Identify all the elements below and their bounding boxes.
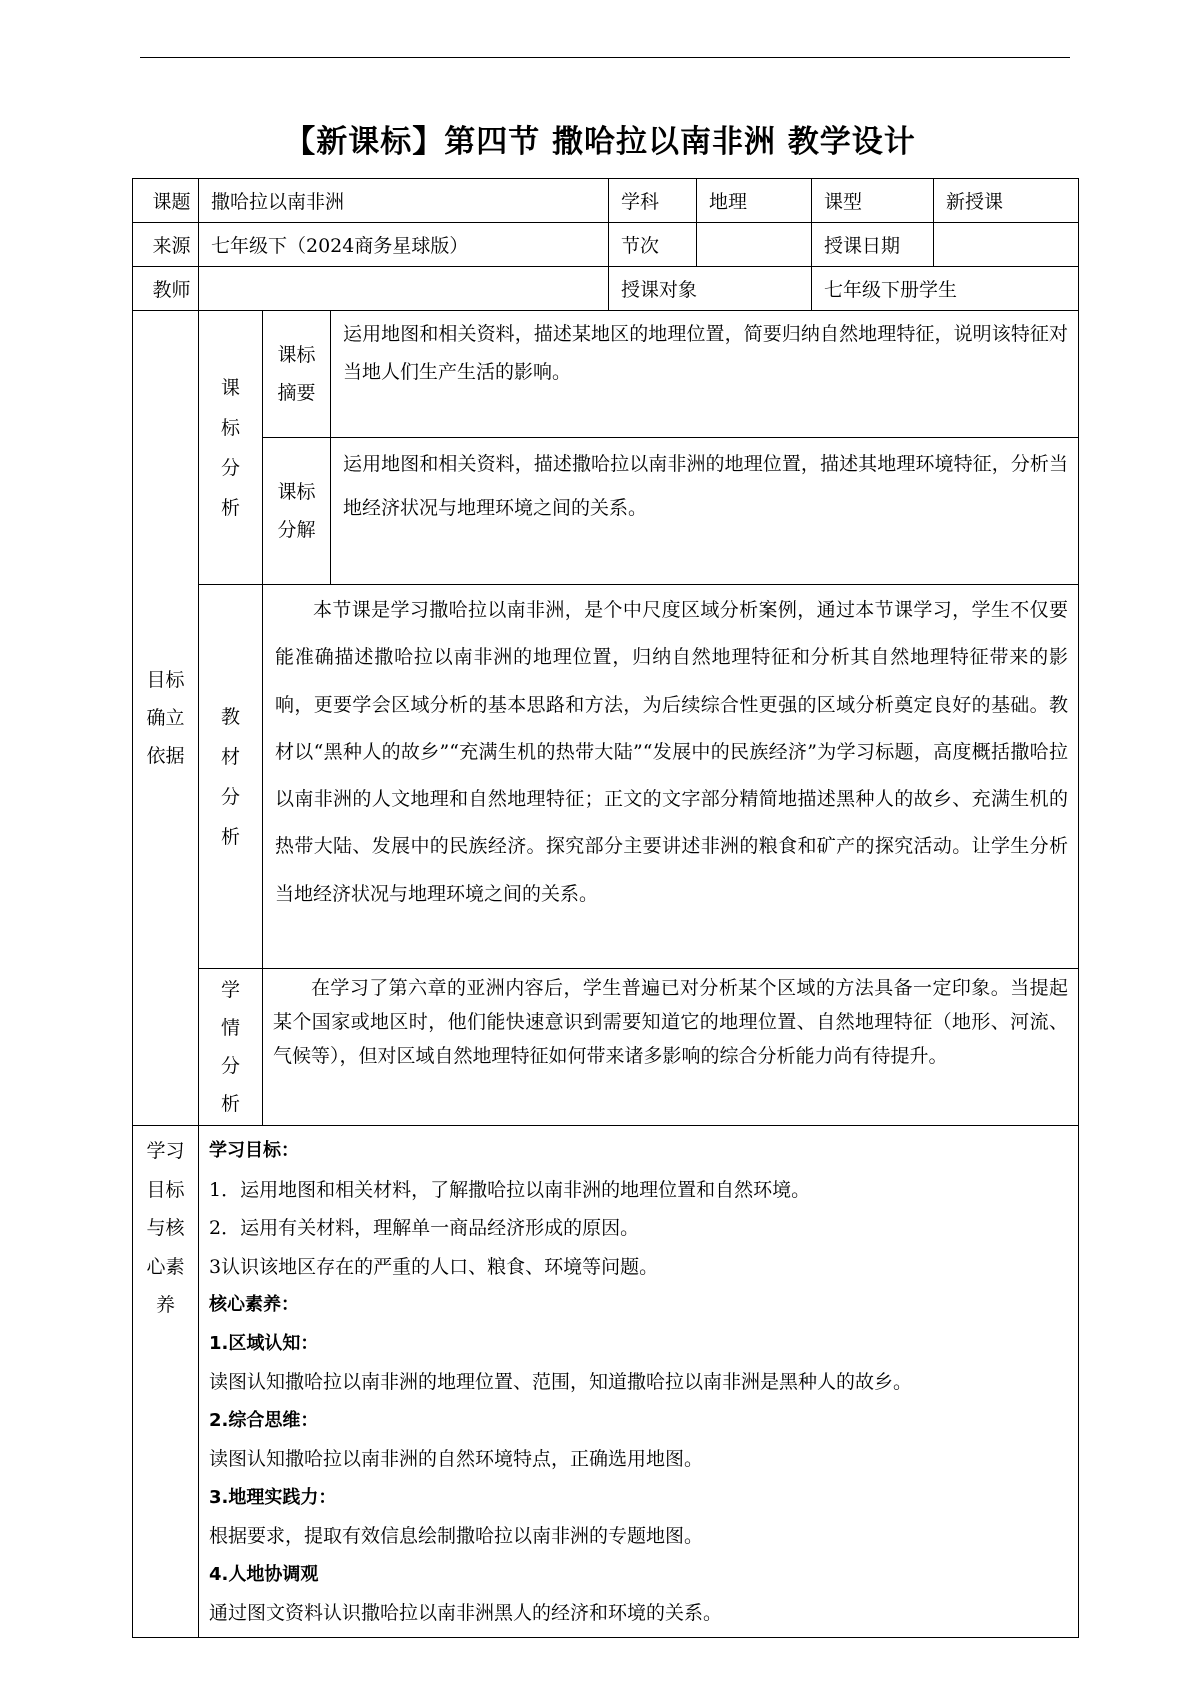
section-value xyxy=(697,223,812,267)
literacy-text: 通过图文资料认识撒哈拉以南非洲黑人的经济和环境的关系。 xyxy=(209,1602,723,1624)
learner-analysis-label: 学情分析 xyxy=(199,969,263,1126)
page-title: 【新课标】第四节 撒哈拉以南非洲 教学设计 xyxy=(284,124,916,160)
objective-item: 1．运用地图和相关材料，了解撒哈拉以南非洲的地理位置和自然环境。 xyxy=(209,1178,811,1201)
learner-analysis-row xyxy=(133,969,1079,1126)
literacy-title: 1.区域认知： xyxy=(209,1332,319,1354)
topic-value: 撒哈拉以南非洲 xyxy=(199,179,609,223)
basis-label: 目标确立依据 xyxy=(133,311,199,1126)
objective-item: 3认识该地区存在的严重的人口、粮食、环境等问题。 xyxy=(209,1255,659,1278)
standard-breakdown-row xyxy=(133,438,1079,585)
section-label: 节次 xyxy=(609,223,697,267)
audience-value: 七年级下册学生 xyxy=(812,267,1079,311)
type-label: 课型 xyxy=(812,179,934,223)
objectives-heading: 学习目标： xyxy=(209,1140,299,1161)
literacy-title: 4.人地协调观 xyxy=(209,1563,319,1585)
date-value xyxy=(934,223,1079,267)
standard-breakdown-text: 运用地图和相关资料，描述撒哈拉以南非洲的地理位置，描述其地理环境特征，分析当地经济状况与地理环境之间的关系。 xyxy=(331,438,1079,585)
subject-value: 地理 xyxy=(697,179,812,223)
info-row-topic xyxy=(133,179,1079,223)
subject-label: 学科 xyxy=(609,179,697,223)
goals-row xyxy=(133,1126,1079,1638)
objective-item: 2．运用有关材料，理解单一商品经济形成的原因。 xyxy=(209,1217,640,1239)
goals-label: 学习目标与核心素养 xyxy=(133,1126,199,1638)
header-rule xyxy=(140,57,1070,58)
literacy-title: 2.综合思维： xyxy=(209,1409,319,1431)
topic-label: 课题 xyxy=(133,179,199,223)
literacy-text: 根据要求，提取有效信息绘制撒哈拉以南非洲的专题地图。 xyxy=(209,1525,704,1547)
lesson-plan-table xyxy=(132,178,1079,1638)
info-row-source xyxy=(133,223,1079,267)
textbook-analysis-label: 教材分析 xyxy=(199,585,263,969)
textbook-analysis-text: 本节课是学习撒哈拉以南非洲，是个中尺度区域分析案例，通过本节课学习，学生不仅要能准确描述撒哈拉以南非洲的地理位置，归纳自然地理特征和分析其自然地理特征带来的影响，更要学会区域分析的基本思路和方法，为后续综合性更强的区域分析奠定良好的基础。教材以“黑种人的故乡”“充满生机的热带大陆”“发展中的民族经济”为学习标题，高度概括撒哈拉以南非洲的人文地理和自然地理特征；正文的文字部分精简地描述黑种人的故乡、充满生机的热带大陆、发展中的民族经济。探究部分主要讲述非洲的粮食和矿产的探究活动。让学生分析当地经济状况与地理环境之间的关系。 xyxy=(263,585,1079,969)
type-value: 新授课 xyxy=(934,179,1079,223)
standard-summary-row xyxy=(133,311,1079,438)
textbook-analysis-row xyxy=(133,585,1079,969)
standard-breakdown-label: 课标分解 xyxy=(263,438,331,585)
learner-analysis-text: 在学习了第六章的亚洲内容后，学生普遍已对分析某个区域的方法具备一定印象。当提起某个国家或地区时，他们能快速意识到需要知道它的地理位置、自然地理特征（地形、河流、气候等），但对区域自然地理特征如何带来诸多影响的综合分析能力尚有待提升。 xyxy=(263,969,1079,1126)
literacy-text: 读图认知撒哈拉以南非洲的自然环境特点，正确选用地图。 xyxy=(209,1448,704,1470)
goals-content xyxy=(199,1126,1079,1638)
standard-summary-text: 运用地图和相关资料，描述某地区的地理位置，简要归纳自然地理特征，说明该特征对当地人们生产生活的影响。 xyxy=(331,311,1079,438)
info-row-teacher xyxy=(133,267,1079,311)
audience-label: 授课对象 xyxy=(609,267,812,311)
date-label: 授课日期 xyxy=(812,223,934,267)
source-value: 七年级下（2024商务星球版） xyxy=(199,223,609,267)
literacy-text: 读图认知撒哈拉以南非洲的地理位置、范围，知道撒哈拉以南非洲是黑种人的故乡。 xyxy=(209,1371,913,1393)
literacy-heading: 核心素养： xyxy=(209,1294,299,1315)
standard-analysis-label: 课标分析 xyxy=(199,311,263,585)
standard-summary-label: 课标摘要 xyxy=(263,311,331,438)
teacher-label: 教师 xyxy=(133,267,199,311)
source-label: 来源 xyxy=(133,223,199,267)
literacy-title: 3.地理实践力： xyxy=(209,1486,337,1508)
teacher-value xyxy=(199,267,609,311)
